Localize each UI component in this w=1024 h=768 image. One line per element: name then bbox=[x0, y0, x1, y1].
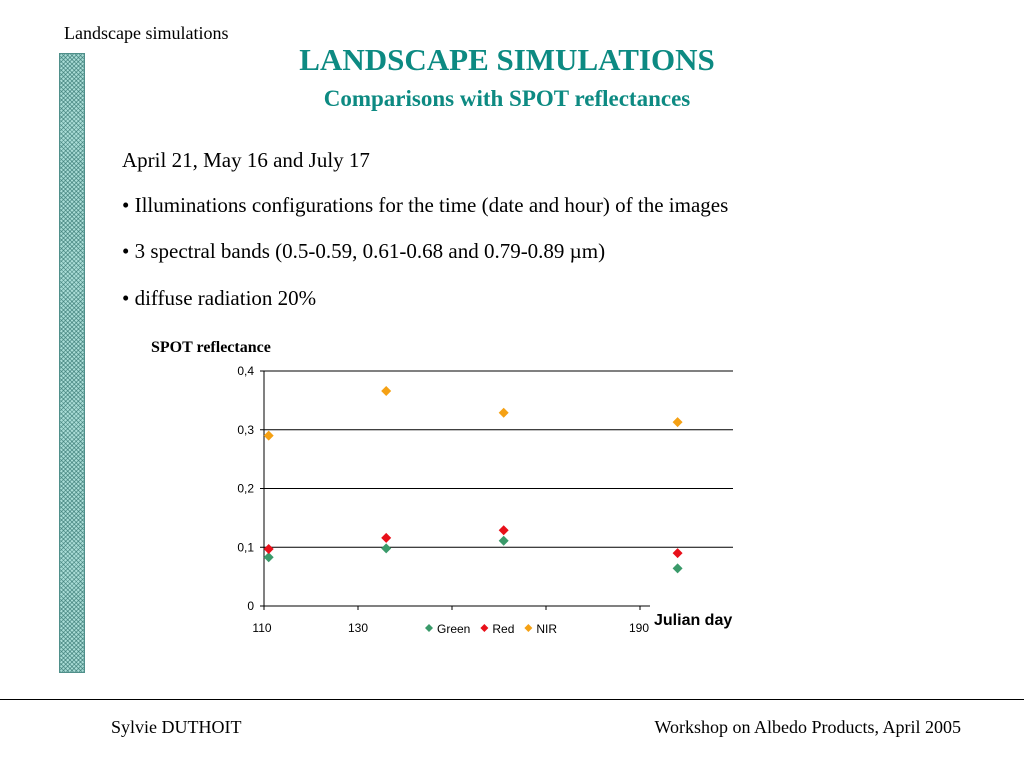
y-tick-label: 0,2 bbox=[237, 481, 254, 496]
bullet-spectral-bands: • 3 spectral bands (0.5-0.59, 0.61-0.68 and 0.79-0.89 µm) bbox=[122, 239, 606, 263]
dates-line: April 21, May 16 and July 17 bbox=[122, 148, 370, 172]
x-tick-label: 190 bbox=[628, 621, 650, 635]
slide-subtitle: Comparisons with SPOT reflectances bbox=[323, 86, 691, 111]
x-axis-title: Julian day bbox=[654, 612, 733, 629]
bullet-diffuse-radiation: • diffuse radiation 20% bbox=[122, 286, 317, 310]
x-tick-label: 110 bbox=[252, 621, 272, 635]
y-tick-label: 0,4 bbox=[237, 364, 254, 378]
legend-label-green: Green bbox=[437, 622, 471, 636]
data-point-red bbox=[673, 548, 683, 558]
legend-marker-green bbox=[425, 624, 433, 632]
legend-marker-nir bbox=[524, 624, 532, 632]
x-tick-label: 130 bbox=[347, 621, 369, 635]
data-point-nir bbox=[264, 431, 274, 441]
data-point-red bbox=[381, 533, 391, 543]
footer-event: Workshop on Albedo Products, April 2005 bbox=[654, 717, 961, 737]
y-axis-title: SPOT reflectance bbox=[151, 339, 271, 356]
data-point-green bbox=[381, 543, 391, 553]
legend-label-red: Red bbox=[492, 622, 515, 636]
bullet-illuminations: • Illuminations configurations for the time (date and hour) of the images bbox=[122, 193, 729, 217]
y-tick-label: 0,1 bbox=[237, 540, 254, 555]
data-point-green bbox=[673, 563, 683, 573]
legend-label-nir: NIR bbox=[536, 622, 558, 636]
legend-marker-red bbox=[480, 624, 488, 632]
data-point-green bbox=[499, 536, 509, 546]
data-point-nir bbox=[499, 408, 509, 418]
slide-title: LANDSCAPE SIMULATIONS bbox=[299, 42, 715, 77]
footer-divider bbox=[0, 699, 1024, 700]
data-point-red bbox=[264, 544, 274, 554]
y-tick-label: 0,3 bbox=[237, 422, 254, 437]
data-point-nir bbox=[673, 417, 683, 427]
data-point-nir bbox=[381, 386, 391, 396]
y-tick-label: 0 bbox=[247, 599, 254, 613]
footer-author: Sylvie DUTHOIT bbox=[111, 717, 242, 737]
data-point-red bbox=[499, 525, 509, 535]
header-label: Landscape simulations bbox=[64, 23, 229, 43]
